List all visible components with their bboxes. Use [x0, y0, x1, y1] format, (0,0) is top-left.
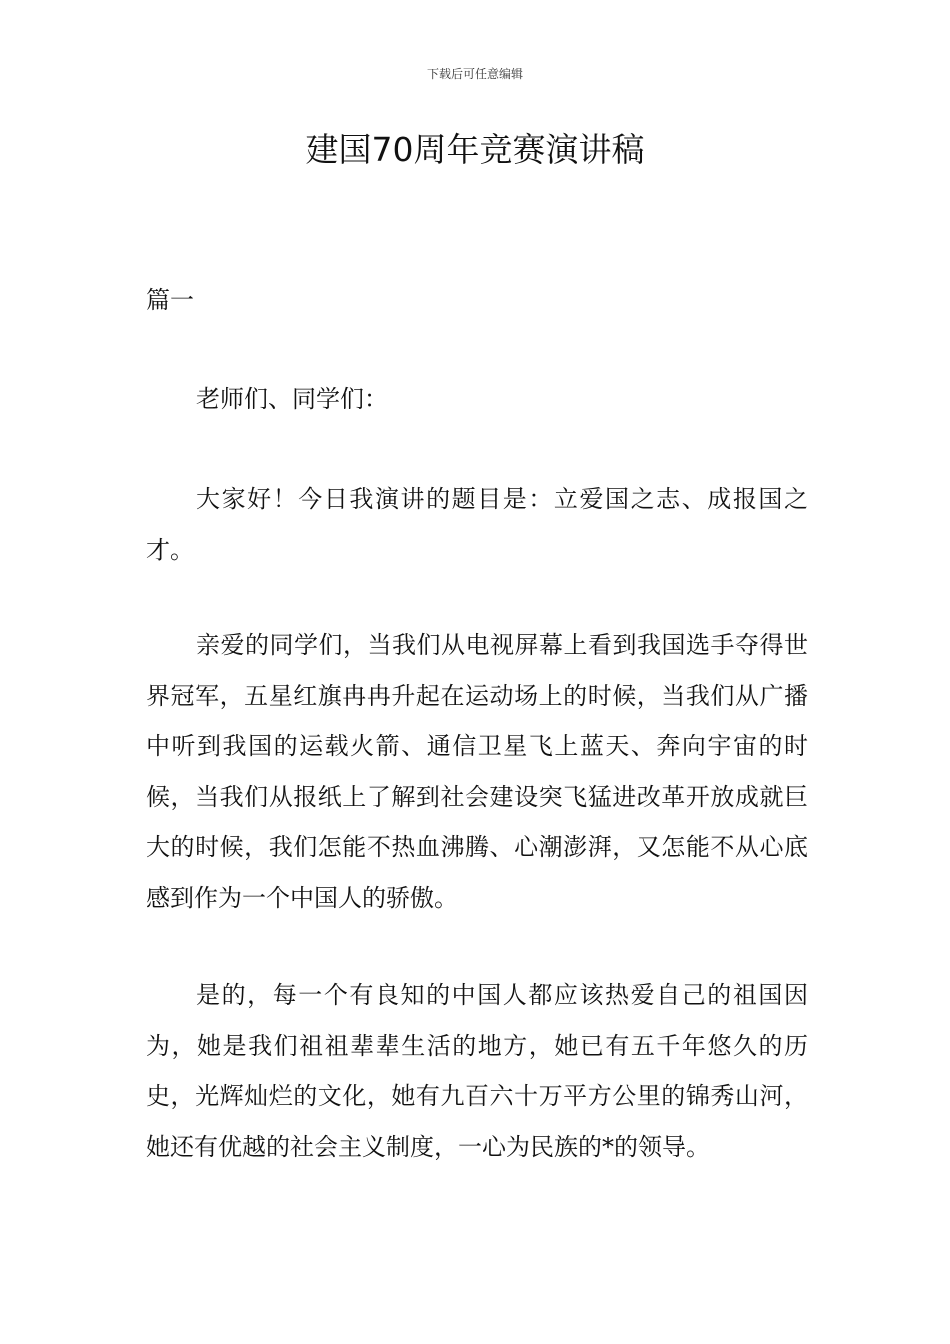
paragraph-body-1: 亲爱的同学们，当我们从电视屏幕上看到我国选手夺得世界冠军，五星红旗冉冉升起在运动场上的时候，当我们从广播中听到我国的运载火箭、通信卫星飞上蓝天、奔向宇宙的时候，当我们从报纸上了解到社会建设突飞猛进改革开放成就巨大的时候，我们怎能不热血沸腾、心潮澎湃，又怎能不从心底感到作为一个中国人的骄傲。 [146, 631, 808, 912]
header-note: 下载后可任意编辑 [426, 67, 523, 81]
section-label: 篇一 [146, 286, 194, 314]
paragraph-greeting: 老师们、同学们： [196, 385, 388, 413]
paragraph-body-2: 是的，每一个有良知的中国人都应该热爱自己的祖国因为，她是我们祖祖辈辈生活的地方，她已有五千年悠久的历史，光辉灿烂的文化，她有九百六十万平方公里的锦秀山河，她还有优越的社会主义制度，一心为民族的*的领导。 [146, 981, 808, 1161]
paragraph-intro: 大家好！今日我演讲的题目是：立爱国之志、成报国之才。 [146, 485, 808, 564]
document-title: 建国70周年竞赛演讲稿 [305, 130, 645, 169]
